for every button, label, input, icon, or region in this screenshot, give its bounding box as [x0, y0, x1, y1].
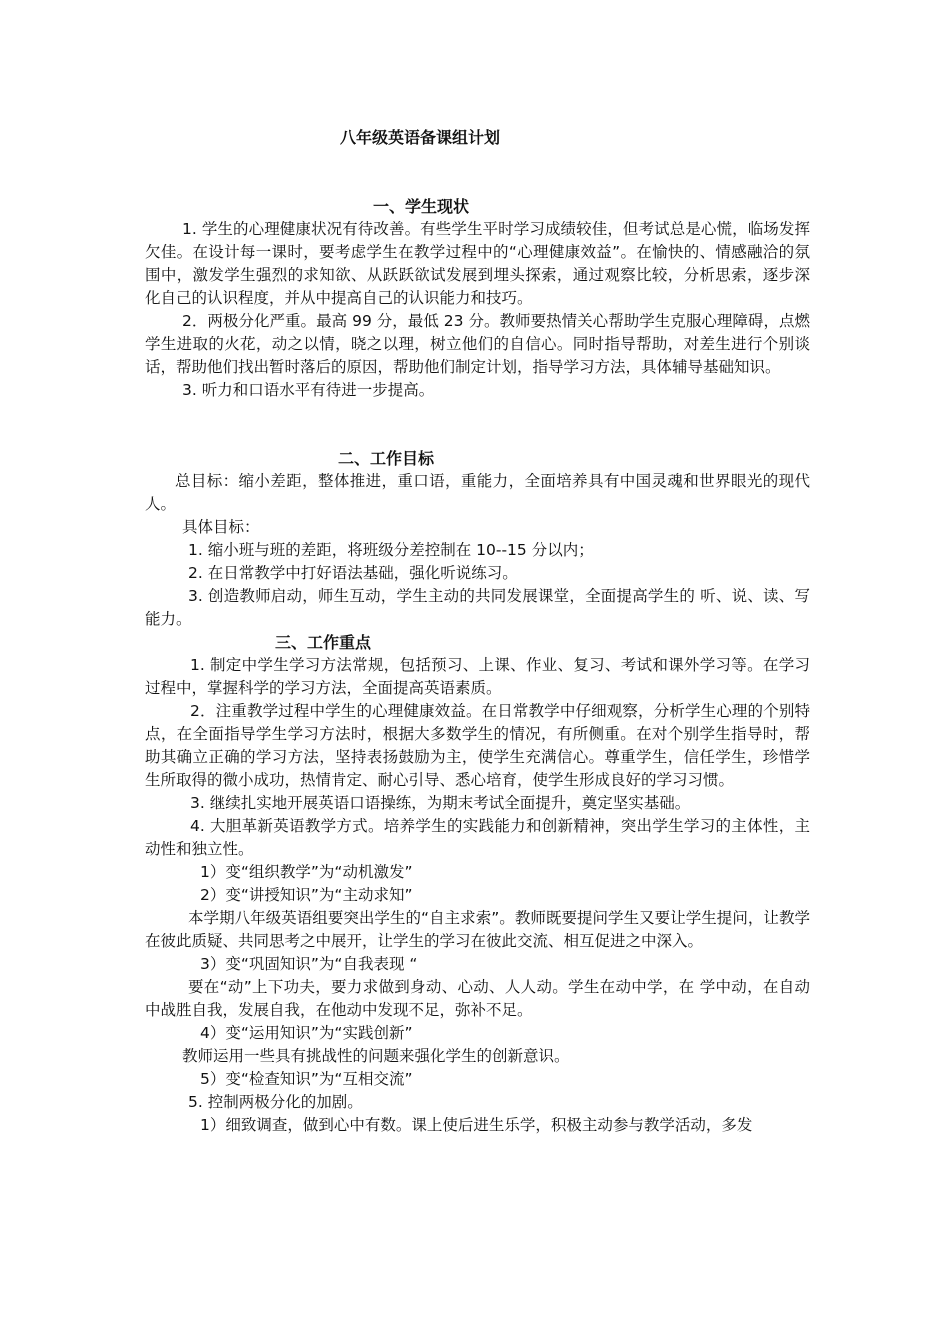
paragraph: 3. 听力和口语水平有待进一步提高。: [182, 381, 435, 399]
list-item: 1. 缩小班与班的差距，将班级分差控制在 10--15 分以内；: [188, 541, 594, 559]
list-item: 5）变“检查知识”为“互相交流”: [200, 1070, 413, 1088]
document-title: 八年级英语备课组计划: [339, 128, 500, 147]
paragraph: 1. 制定中学生学习方法常规，包括预习、上课、作业、复习、考试和课外学习等。在学习过程中，掌握科学的学习方法，全面提高英语素质。: [145, 656, 810, 697]
paragraph: 1. 学生的心理健康状况有待改善。有些学生平时学习成绩较佳，但考试总是心慌，临场发挥欠佳。在设计每一课时，要考虑学生在教学过程中的“心理健康效益”。在愉快的、情感融洽的氛围中，激发学生强烈的求知欲、从跃跃欲试发展到埋头探索，通过观察比较，分析思索，逐步深化自己的认识程度，并从中提高自己的认识能力和技巧。: [145, 220, 810, 307]
paragraph: 4. 大胆革新英语教学方式。培养学生的实践能力和创新精神，突出学生学习的主体性，主动性和独立性。: [145, 817, 810, 858]
paragraph: 教师运用一些具有挑战性的问题来强化学生的创新意识。: [182, 1047, 570, 1065]
paragraph: 2．注重教学过程中学生的心理健康效益。在日常教学中仔细观察，分析学生心理的个别特点，在全面指导学生学习方法时，根据大多数学生的情况，有所侧重。在对个别学生指导时，帮助其确立正确的学习方法，坚持表扬鼓励为主，使学生充满信心。尊重学生，信任学生，珍惜学生所取得的微小成功，热情肯定、耐心引导、悉心培育，使学生形成良好的学习习惯。: [145, 702, 810, 789]
section-work-goals: [145, 447, 810, 631]
paragraph: 具体目标：: [182, 518, 260, 536]
section-heading: 三、工作重点: [275, 633, 372, 652]
paragraph: 2．两极分化严重。最高 99 分，最低 23 分。教师要热情关心帮助学生克服心理障碍，点燃学生进取的火花，动之以情，晓之以理，树立他们的自信心。同时指导帮助，对差生进行个别谈话，帮助他们找出暂时落后的原因，帮助他们制定计划，指导学习方法，具体辅导基础知识。: [145, 312, 810, 376]
list-item: 4）变“运用知识”为“实践创新”: [200, 1024, 413, 1042]
section-student-status: [145, 195, 810, 402]
list-item: 1）变“组织教学”为“动机激发”: [200, 863, 413, 881]
section-heading: 一、学生现状: [373, 197, 470, 216]
paragraph: 要在“动”上下功夫，要力求做到身动、心动、人人动。学生在动中学，在 学中动，在自动中战胜自我，发展自我，在他动中发现不足，弥补不足。: [145, 978, 810, 1019]
section-work-focus: [145, 631, 810, 1137]
list-item: 3. 创造教师启动，师生互动，学生主动的共同发展课堂，全面提高学生的 听、说、读、写能力。: [145, 587, 810, 628]
list-item: 2. 在日常教学中打好语法基础，强化听说练习。: [188, 564, 518, 582]
list-item: 3）变“巩固知识”为“自我表现 “: [200, 955, 418, 973]
list-item: 2）变“讲授知识”为“主动求知”: [200, 886, 413, 904]
paragraph: 5. 控制两极分化的加剧。: [188, 1093, 363, 1111]
paragraph: 总目标：缩小差距，整体推进，重口语，重能力，全面培养具有中国灵魂和世界眼光的现代人。: [145, 472, 810, 513]
section-heading: 二、工作目标: [338, 449, 435, 468]
paragraph: 本学期八年级英语组要突出学生的“自主求索”。教师既要提问学生又要让学生提问，让教学在彼此质疑、共同思考之中展开，让学生的学习在彼此交流、相互促进之中深入。: [145, 909, 810, 950]
paragraph: 3. 继续扎实地开展英语口语操练，为期末考试全面提升，奠定坚实基础。: [190, 794, 691, 812]
list-item: 1）细致调查，做到心中有数。课上使后进生乐学，积极主动参与教学活动，多发: [200, 1116, 753, 1134]
